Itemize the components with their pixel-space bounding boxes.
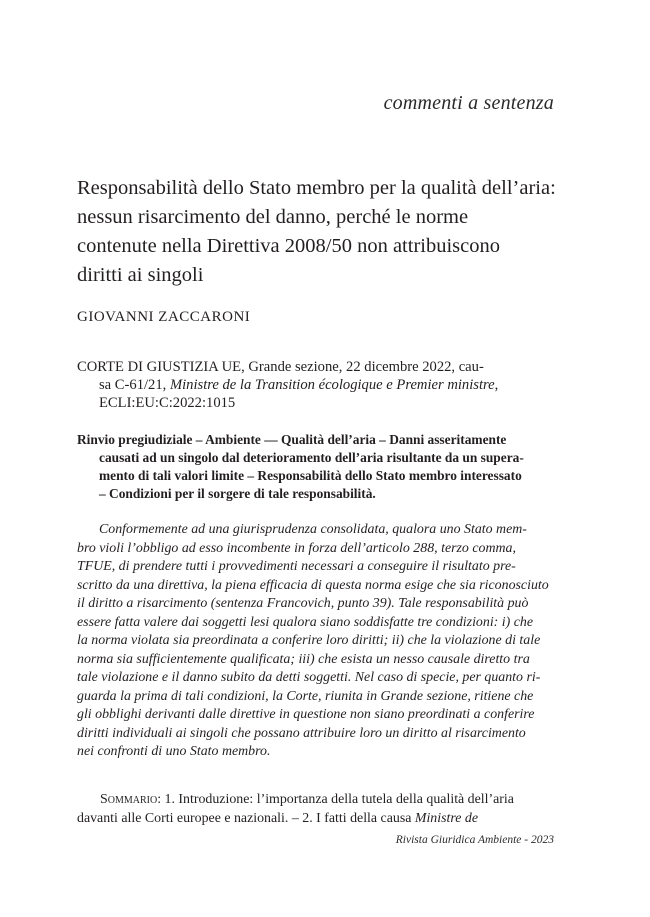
summary-case-title: Ministre de bbox=[414, 810, 479, 826]
keywords-line: mento di tali valori limite – Responsabilità dello Stato membro interessato bbox=[99, 468, 522, 483]
title-line: diritti ai singoli bbox=[77, 264, 204, 286]
abstract-line: la norma violata sia preordinata a conferire loro diritti; ii) che la violazione di tale bbox=[77, 633, 541, 648]
abstract-line: essere fatta valere dai soggetti lesi qualora siano soddisfatte tre condizioni: i) che bbox=[77, 614, 534, 630]
summary-line bbox=[100, 791, 556, 810]
article-title bbox=[77, 174, 577, 290]
abstract-line: il diritto a risarcimento (sentenza Francovich, punto 39). Tale responsabilità può bbox=[77, 596, 529, 611]
abstract-line: norma sia sufficientemente qualificata; iii) che esista un nesso causale diretto tra bbox=[77, 651, 530, 667]
case-ecli: ECLI:EU:C:2022:1015 bbox=[99, 395, 236, 411]
summary-block bbox=[77, 791, 556, 828]
summary-line bbox=[77, 810, 556, 829]
abstract-line: diritti individuali ai singoli che possano attribuire loro un diritto al risarcimento bbox=[77, 725, 526, 741]
author-name: GIOVANNI ZACCARONI bbox=[77, 309, 251, 325]
section-label: commenti a sentenza bbox=[383, 92, 554, 114]
case-parties: Ministre de la Transition écologique e Premier ministre bbox=[169, 377, 495, 393]
title-line: contenute nella Direttiva 2008/50 non attribuiscono bbox=[77, 235, 500, 257]
keywords-block bbox=[77, 431, 555, 503]
case-number: sa C-61/21, bbox=[99, 377, 170, 393]
abstract-line: tale violazione e il danno subito da detti soggetti. Nel caso di specie, per quanto ri- bbox=[77, 670, 541, 685]
abstract-line: TFUE, di prendere tutti i provvedimenti necessari a conseguire il risultato pre- bbox=[77, 559, 516, 574]
case-reference bbox=[77, 358, 555, 412]
case-reference-line bbox=[77, 376, 555, 394]
keywords-line: – Condizioni per il sorgere di tale responsabilità. bbox=[99, 486, 376, 501]
abstract-block bbox=[77, 521, 555, 762]
abstract-line: guarda la prima di tali condizioni, la Corte, riunita in Grande sezione, ritiene che bbox=[77, 688, 534, 704]
title-line: nessun risarcimento del danno, perché le norme bbox=[77, 206, 469, 228]
abstract-line: bro violi l’obbligo ad esso incombente in forza dell’articolo 288, terzo comma, bbox=[77, 540, 516, 556]
abstract-line: scritto da una direttiva, la piena efficacia di questa norma esige che sia riconosciuto bbox=[77, 577, 549, 593]
keywords-line: causati ad un singolo dal deterioramento dell’aria risultante da un supera- bbox=[99, 450, 524, 465]
abstract-line: gli obblighi derivanti dalle direttive in questione non siano preordinati a conferire bbox=[77, 707, 535, 722]
title-line: Responsabilità dello Stato membro per la qualità dell’aria: bbox=[77, 177, 556, 199]
abstract-line: Conformemente ad una giurisprudenza consolidata, qualora uno Stato mem- bbox=[99, 522, 527, 537]
case-punctuation: , bbox=[494, 377, 499, 393]
summary-text: : 1. Introduzione: l’importanza della tutela della qualità dell’aria bbox=[157, 792, 514, 807]
keywords-line: Rinvio pregiudiziale – Ambiente — Qualità dell’aria – Danni asseritamente bbox=[77, 432, 507, 447]
summary-label: Sommario bbox=[100, 792, 158, 807]
journal-footer: Rivista Giuridica Ambiente - 2023 bbox=[395, 834, 554, 846]
summary-text: davanti alle Corti europee e nazionali. – 2. I fatti della causa bbox=[77, 810, 415, 826]
abstract-line: nei confronti di uno Stato membro. bbox=[77, 744, 271, 759]
case-reference-line: CORTE DI GIUSTIZIA UE, Grande sezione, 22 dicembre 2022, cau- bbox=[77, 359, 484, 375]
